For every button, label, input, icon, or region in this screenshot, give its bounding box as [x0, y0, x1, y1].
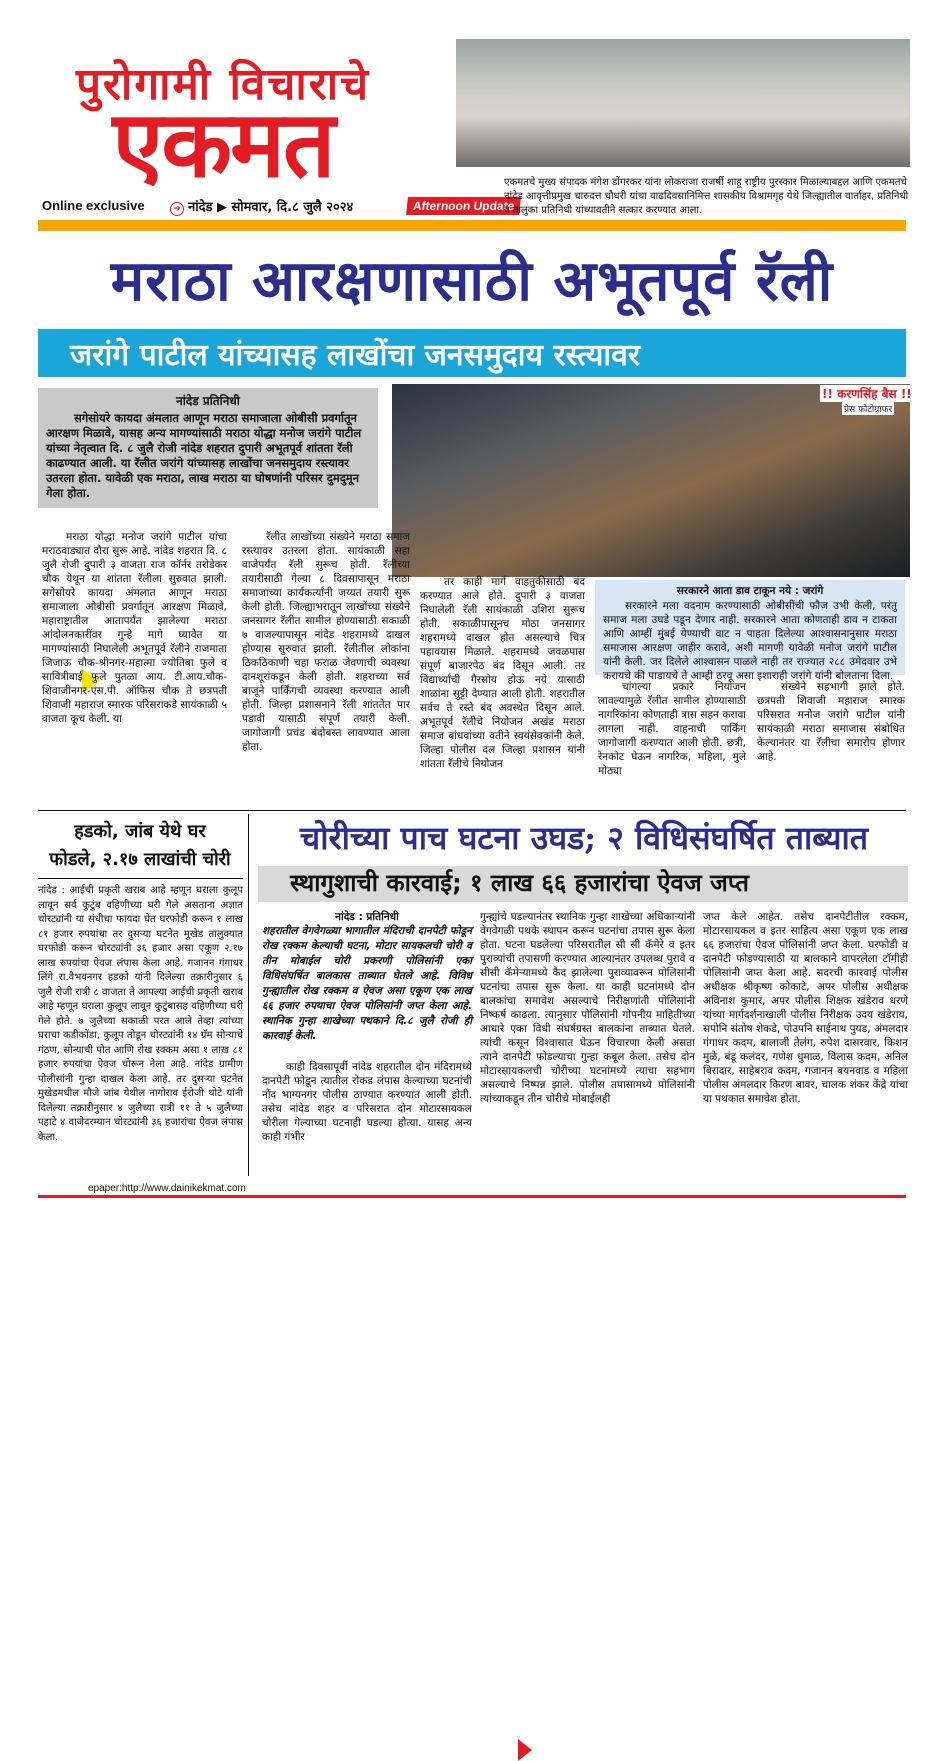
arrow-right-icon: ➔: [170, 202, 184, 216]
intro-text: सगेसोयरे कायदा अंमलात आणून मराठा समाजाला ओबीसी प्रवर्गातून आरक्षण मिळावे, यासह अन्य मागण्यांसाठी मराठा योद्धा मनोज जरांगे पाटील यांच्या नेतृत्वात दि. ८ जुलै रोजी नांदेड शहरात दुपारी अभूतपूर्व शांतता रॅली काढण्यात आली. या रॅलीत जरांगे यांच्यासह लाखोंचा जनसमुदाय रस्त्यावर उतरला होता. यावेळी एक मराठा, लाख मराठा या घोषणांनी परिसर दुमदुमून गेला होता.: [46, 411, 362, 500]
column-divider: [248, 814, 249, 1176]
triangle-bullet-icon: [518, 1739, 532, 1761]
sidebox-title: सरकारने आता डाव टाकून नये : जरांगे: [676, 585, 824, 597]
masthead-logo: एकमत: [112, 90, 334, 198]
story2-divider: [38, 878, 243, 879]
photo-caption: एकमतचे मुख्य संपादक मंगेश डोंगरकर यांना लोकराजा राजर्षी शाहू राष्ट्रीय पुरस्कार मिळाल्याबद्दल आणि एकमतचे नांदेड आवृत्तीप्रमुख चारुदत्त चौधरी यांचा वाढदिवसानिमित्त शासकीय विश्रामगृह येथे जिल्ह्यातील वार्ताहर, प्रतिनिधी व तालुका प्रतिनिधी यांच्यावतीने सत्कार करण्यात आला.: [504, 177, 909, 216]
story3-column-3-text: जप्त केले आहेत. तसेच दानपेटीतील रक्कम, मोटारसायकल व इतर साहित्य असा एकूण एक लाख ६६ हजारांचा ऐवज पोलिसांनी जप्त केला. घरफोडी व दानपेटी फोडण्यासाठी या बालकाने वापरलेला टॉमीही पोलिसांनी जप्त केला आहे. सदरची कारवाई पोलीस अधीक्षक श्रीकृष्ण कोकाटे, अपर पोलीस अधीक्षक अविनाश कुमार, अपर पोलीस शिक्षक खंडेराव धरणे यांच्या मार्गदर्शनाखाली पोलीस निरीक्षक उदय खंडेराय, सपोनि संतोष शेकडे, पोउपनि साईनाथ पुयड, अंमलदार गंगाधर कदम, बालाजी तेलंग, रुपेश दासरवार, किशन मुळे, बंडू कलंदर, गणेश धुमाळ, विलास कदम, अनिल बिरादार, साहेबराव कदम, गजानन बयनवाड व महिला पोलीस अंमलदार किरण बावर, चालक शंकर केंद्रे यांचा या पथकात समावेश होता.: [703, 911, 908, 1105]
intro-byline: नांदेड प्रतिनिधी: [176, 394, 240, 408]
article-column-1-text: मराठा योद्धा मनोज जरांगे पाटील यांचा मराठवाड्यात दौरा सुरू आहे. नांदेड शहरात दि. ८ जुलै रोजी दुपारी ३ वाजता राज कॉर्नर तरोडेकर चौक येथून या शांतता रॅलीला सुरुवात झाली. सगेसोयरे कायदा अंमलात आणून मराठा समाजाला ओबीसी प्रवर्गातून आरक्षण मिळावे, महाराष्ट्रातील आतापर्यंत झालेल्या मराठा आंदोलनकारींवर गुन्हे मागे घ्यावेत या मागण्यांसाठी निघालेली अभूतपूर्व रॅलीने राजमाता जिजाऊ चौक-श्रीनगर-महात्मा ज्योतिबा फुले व सावित्रीबाई फुले पुतळा आय. टी.आय.चौक-शिवाजीनगर-एस.पी. ऑफिस चौक ते छत्रपती शिवाजी महाराज स्मारक परिसराकडे सायंकाळी ५ वाजता कूच केली. या: [42, 531, 227, 725]
story2-headline-line1: हडको, जांब येथे घर: [74, 821, 206, 842]
epaper-url[interactable]: epaper:http://www.dainikekmat.com: [88, 1183, 246, 1194]
article-column-3-text: तर काही मार्ग वाहतुकीसाठी बंद करण्यात आले होते. दुपारी ३ वाजता निघालेली रॅली सायंकाळी उशिरा सुरूच होती. सकाळीपासूनच मोठा जनसागर शहरामध्ये दाखल होत असल्याचे चित्र पहावयास मिळाले. शहरामध्ये जवळपास संपूर्ण बाजारपेठ बंद दिसून आली. तर विद्यार्थ्यांची गैरसोय होऊ नये यासाठी शाळांना सुट्टी देण्यात आली होती. शहरातील सर्वच ते रस्ते बंद अवस्थेत दिसून आले. अभूतपूर्व रॅलीचे नियोजन अखंड मराठा समाज बांधवांच्या वतीने स्वयंसेवकांनी केले. जिल्हा पोलीस दल जिल्हा प्रशासन यांनी शांतता रॅलीचे नियोजन: [420, 576, 585, 770]
section-divider: [38, 810, 906, 811]
story3-column-2-text: गुन्ह्यांचे घडल्यानंतर स्थानिक गुन्हा शाखेच्या अधिकाऱ्यांनी वेगवेगळी पथके स्थापन करून घटनांचा तपास सुरू केला होता. घटना घडलेल्या परिसरातील सी सी कॅमेरे व इतर पुराव्यांची तपासणी करण्यात आल्यानंतर उपलब्ध पुरावे व सीसी कॅमेऱ्यामध्ये कैद झालेल्या पुराव्यावरून पोलिसांनी घटनांचा तपास सुरू केला. या काही घटनांमध्ये दोन बालकांचा समावेश असल्याचे निरीक्षणांती पोलिसांनी निष्कर्ष काढला. त्यानुसार पोलिसांनी गोपनीय माहितीच्या आधारे एका विधी संघर्षग्रस्त बालकांना ताब्यात घेतले. त्यांची कसून विश्वासात घेऊन विचारणा केली असता त्याने दानपेटी फोडल्याचा गुन्हा कबूल केला. तसेच दोन मोटारसायकलची चोरीच्या घटनांमध्ये त्याचा सहभाग असल्याचे निष्पन्न झाले. पोलीस तपासामध्ये पोलिसांनी त्यांच्याकडून तीन चोरीचे मोबाईलही: [480, 911, 695, 1105]
footer-red-bar: [38, 1195, 906, 1198]
article-column-2: [242, 530, 410, 810]
masthead-tagline: पुरोगामी विचाराचे: [75, 59, 371, 110]
story2-headline-line2: फोडले, २.१७ लाखांची चोरी: [49, 849, 231, 870]
photo-credit: !! करणसिंह बैस !!: [822, 387, 912, 401]
photo-credit-role: प्रेस फोटोग्राफर: [842, 402, 894, 415]
story3-column-2: [480, 910, 695, 1175]
story2-headline: [40, 818, 240, 874]
story3-byline: नांदेड : प्रतिनिधी: [335, 911, 399, 923]
rally-photo: [392, 384, 910, 577]
article-column-1: [42, 530, 227, 810]
article-column-3: [420, 575, 585, 810]
main-subhead: जरांगे पाटील यांच्यासह लाखोंचा जनसमुदाय रस्त्यावर: [70, 338, 641, 373]
dateline-text: नांदेड ▶ सोमवार, दि.८ जुलै २०२४: [188, 200, 354, 215]
intro-box: [38, 388, 378, 508]
article-column-5: [757, 680, 905, 810]
story3-column-1: [262, 1060, 472, 1175]
story2-text-body: नांदेड : आईची प्रकृती खराब आहे म्हणून घराला कुलूप लावून सर्व कुटुंब वहिणीच्या घरी गेले असताना अज्ञात चोरट्यांनी या संधीचा फायदा घेत घरफोडी करून १ लाख ८१ हजार रुपयांचा तर दुसऱ्या घटनेत मुखेड तालुक्यात घरफोडी करून चोरट्यांनी ३६ हजार असा एकूण २.१७ लाख रुपयांचा ऐवज लंपास केला आहे. गजानन गंगाधर लिंगे रा.वैभवनगर हडको यांनी दिलेल्या तक्रारीनुसार ६ जुलै रोजी रात्री ८ वाजता ते आपल्या आईची प्रकृती खराब आहे म्हणून घराला कुलूप लावून कुटुंबासह वहिणीच्या घरी गेले होते. ७ जुलैच्या सकाळी परत आले तेव्हा त्यांच्या घराचा कडीकोंडा, कुलूप तोडून चोरट्यांनी १४ ग्रॅम सोन्याचे गंठण, सोन्याची पोत आणि रोख रक्कम असा १ लाख ८१ हजार रुपयांचा ऐवज चोरून नेला आहे. नांदेड ग्रामीण पोलीसांनी गुन्हा दाखल केला आहे. तर दुसऱ्या घटनेत मुखेडमधील मौजे जांब येथील नागोराव ईरोजी थोटे यांनी दिलेल्या तक्रारीनुसार ४ जुलैच्या रात्री ११ ते ५ जुलैच्या पहाटे ४ वाजेदरम्यान चोरट्यांनी ३६ हजारांचा ऐवज लंपास केला.: [38, 885, 243, 1143]
article-column-4-text: चांगल्या प्रकारे नियोजन लावल्यामुळे रॅलीत सामील होण्यासाठी नागरिकांना कोणताही त्रास सहन करावा लागला नाही. वाहनाची पार्किंग जागोजागी करण्यात आली होती. छत्री, रेनकोट घेऊन नागरिक, महिला, मुले मोठ्या: [598, 681, 746, 777]
story3-lead: शहरातील वेगवेगळ्या भागातील मंदिराची दानपेटी फोडून रोख रक्कम केल्याची घटना, मोटार सायकलची चोरी व तीन मोबाईल चोरी प्रकरणी पोलिसांनी एका विधिसंघर्षित बालकास ताब्यात घेतले आहे. विविध गुन्ह्यातील रोख रक्कम व ऐवज असा एकूण एक लाख ६६ हजार रुपयाचा ऐवज पोलिसांनी जप्त केला आहे. स्थानिक गुन्हा शाखेच्या पथकाने दि.८ जुलै रोजी ही कारवाई केली.: [262, 925, 472, 1042]
jarange-sidebox: [595, 580, 905, 682]
article-column-4: [598, 680, 746, 810]
story2-text: [38, 884, 243, 1174]
orange-divider: [38, 220, 906, 231]
dateline: [170, 197, 353, 216]
story3-subhead: स्थागुशाची कारवाई; १ लाख ६६ हजारांचा ऐवज जप्त: [290, 869, 749, 897]
story3-lead-block: [262, 910, 472, 1044]
sidebox-text: सरकारने मला वदनाम करण्यासाठी ओबीसींची फौज उभी केली, परंतु समाज मला उघडे पडून देणार नाही. सरकारने आता कोणताही डाव न टाकता आणि आम्हीं मुंबई येण्याची वाट न पाहता दिलेल्या आश्वासनानुसार मराठा समाजास आरक्षण जाहीर करावे, अशी मागणी यावेळी मनोज जरांगे पाटील यांनी केली. जर दिलेले आश्वासन पाळले नाही तर राज्यात २८८ उमेदवार उभे करायचे की पाडायचे ते आम्ही ठरवू असा इशाराही जरांगे यांनी बोलताना दिला.: [603, 600, 897, 682]
story3-column-3: [703, 910, 908, 1175]
story3-column-1-text: काही दिवसापूर्वी नांदेड शहरातील दोन मंदिरामध्ये दानपेटी फोडून त्यातील रोकड लंपास केल्याच्या घटनांची नोंद भाग्यनगर पोलीस ठाण्यात करण्यात आली होती. तसेच नांदेड शहर व परिसरात दोन मोटारसायकल चोरीला गेल्याच्या घटनाही घडल्या होत्या. यासह अन्य काही गंभीर: [262, 1061, 472, 1143]
online-exclusive-label: Online exclusive: [42, 198, 145, 213]
article-column-5-text: संख्येने सहभागी झाले होते. छत्रपती शिवाजी महाराज स्मारक परिसरात मनोज जरांगे पाटील यांनी सायंकाळी मराठा समाजास संबोधित केल्यानंतर या रॅलीचा समारोप होणार आहे.: [757, 681, 905, 763]
afternoon-update-badge: Afternoon Update: [406, 197, 521, 215]
main-headline: मराठा आरक्षणासाठी अभूतपूर्व रॅली: [110, 248, 834, 314]
story3-headline: चोरीच्या पाच घटना उघड; २ विधिसंघर्षित ताब्यात: [299, 819, 869, 857]
article-column-2-text: रॅलीत लाखोंच्या संख्येने मराठा समाज रस्त्यावर उतरला होता. सायंकाळी सहा वाजेपर्यंत रॅली सुरूच होती. रॅलीच्या तयारीसाठी गेल्या ८ दिवसापासून मराठा समाजाच्या कार्यकर्त्यांनी जय्यत तयारी सुरू केली होती. जिल्ह्याभरातून लाखोंच्या संख्येने जनसागर रॅलीत सामील होण्यासाठी सकाळी ७ वाजल्यापासून नांदेड शहरामध्ये दाखल होण्यास सुरुवात झाली. रॅलीतील लोकांना ठिकठिकाणी चहा फराळ जेवणाची व्यवस्था दानशूरांकडून केली होती. शहराच्या सर्व बाजूने पार्किंगची व्यवस्था करण्यात आली होती. जिल्हा प्रशासनाने रॅली शांततेत पार पडावी यासाठी संपूर्ण तयारी केली. जागोजागी प्रचंड बंदोबस्त लावण्यात आला होता.: [242, 531, 410, 753]
felicitation-photo: [456, 39, 910, 167]
